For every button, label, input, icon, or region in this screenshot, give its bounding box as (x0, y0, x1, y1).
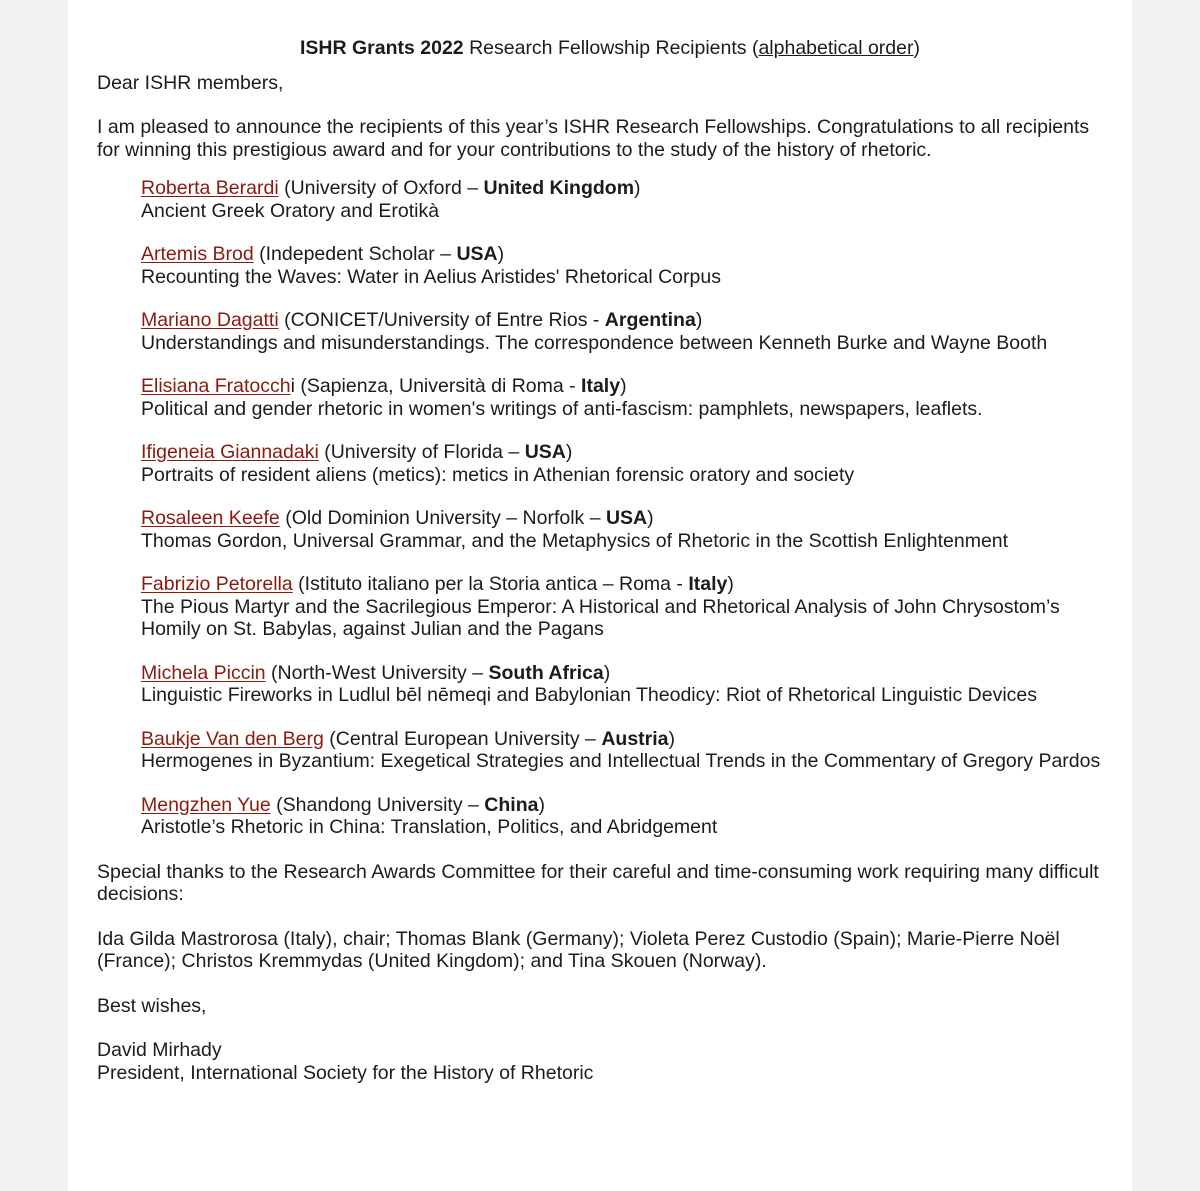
recipient-list (141, 177, 1117, 839)
intro-paragraph: I am pleased to announce the recipients of this year’s ISHR Research Fellowships. Congratulations to all recipients for winning this prestigious award and for your contributions to the study of the history of rhetoric. (97, 116, 1090, 161)
recipient-close-paren: ) (634, 177, 641, 199)
recipient-name-suffix: i (290, 375, 295, 397)
recipient-header (141, 507, 1117, 530)
recipient-country: United Kingdom (483, 177, 635, 199)
thanks-paragraph: Special thanks to the Research Awards Committee for their careful and time-consuming work requiring many difficult decisions: (97, 860, 1099, 905)
recipient-affiliation: (University of Oxford – (278, 177, 484, 199)
recipient-close-paren: ) (603, 661, 611, 684)
recipient-entry (141, 441, 1117, 486)
greeting: Dear ISHR members, (97, 71, 284, 94)
recipient-header (141, 441, 1117, 464)
recipient-name-link[interactable]: Mengzhen Yue (141, 793, 271, 816)
recipient-header (141, 794, 1117, 817)
recipient-header (141, 573, 1117, 596)
recipient-header (141, 375, 1117, 398)
recipient-entry (141, 243, 1117, 288)
recipient-affiliation: (North-West University – (265, 661, 489, 684)
alphabetical-order-link[interactable]: alphabetical order (758, 37, 914, 59)
recipient-country: Austria (601, 727, 669, 750)
recipient-affiliation: (Central European University – (323, 727, 602, 750)
recipient-affiliation: (Indepedent Scholar – (253, 243, 457, 265)
title-bold: ISHR Grants 2022 (300, 37, 464, 59)
recipient-entry (141, 728, 1117, 773)
recipient-project-title: Hermogenes in Byzantium: Exegetical Strategies and Intellectual Trends in the Commentary of Gregory Pardos (141, 750, 1101, 772)
recipient-header (141, 243, 1117, 266)
recipient-affiliation: (CONICET/University of Entre Rios - (278, 309, 605, 331)
recipient-affiliation: (Shandong University – (270, 793, 485, 816)
recipient-project-title: Political and gender rhetoric in women's writings of anti-fascism: pamphlets, newspapers, leaflets. (141, 397, 983, 420)
committee-paragraph: Ida Gilda Mastrorosa (Italy), chair; Thomas Blank (Germany); Violeta Perez Custodio (Spain); Marie-Pierre Noël (France); Christos Kremmydas (United Kingdom); and Tina Skouen (Norway). (97, 927, 1060, 972)
recipient-affiliation: (Sapienza, Università di Roma - (294, 375, 582, 397)
recipient-entry (141, 177, 1117, 222)
recipient-close-paren: ) (668, 727, 676, 750)
recipient-header (141, 728, 1117, 751)
recipient-close-paren: ) (565, 441, 573, 463)
recipient-close-paren: ) (538, 793, 545, 816)
recipient-project-title: Thomas Gordon, Universal Grammar, and the Metaphysics of Rhetoric in the Scottish Enlightenment (141, 529, 1009, 552)
recipient-close-paren: ) (727, 573, 734, 595)
closing: Best wishes, (97, 994, 207, 1017)
recipient-name-link[interactable]: Artemis Brod (141, 243, 254, 265)
recipient-name-link[interactable]: Roberta Berardi (141, 177, 279, 199)
title-middle: Research Fellowship Recipients ( (463, 37, 759, 59)
recipient-entry (141, 309, 1117, 354)
recipient-header (141, 662, 1117, 685)
recipient-header (141, 309, 1117, 332)
letter-title (97, 37, 1117, 60)
recipient-entry (141, 375, 1117, 420)
recipient-project-title: Portraits of resident aliens (metics): metics in Athenian forensic oratory and society (141, 463, 855, 486)
recipient-project-title: Ancient Greek Oratory and Erotikà (141, 199, 440, 222)
recipient-affiliation: (Old Dominion University – Norfolk – (279, 507, 606, 529)
recipient-name-link[interactable]: Baukje Van den Berg (141, 727, 324, 750)
recipient-close-paren: ) (620, 375, 627, 397)
recipient-entry (141, 507, 1117, 552)
recipient-name-link[interactable]: Michela Piccin (141, 661, 266, 684)
recipient-project-title: Understandings and misunderstandings. The correspondence between Kenneth Burke and Wayne Booth (141, 331, 1048, 354)
title-end: ) (913, 37, 920, 59)
recipient-affiliation: (University of Florida – (318, 441, 525, 463)
recipient-country: South Africa (488, 661, 604, 684)
letter-body (97, 37, 1117, 1084)
recipient-close-paren: ) (497, 243, 505, 265)
letter-page (68, 0, 1132, 1191)
recipient-name-link[interactable]: Rosaleen Keefe (141, 507, 280, 529)
recipient-affiliation: (Istituto italiano per la Storia antica – Roma - (292, 573, 689, 595)
recipient-project-title: Linguistic Fireworks in Ludlul bēl nēmeqi and Babylonian Theodicy: Riot of Rhetorical Linguistic Devices (141, 684, 1038, 706)
recipient-name-link[interactable]: Elisiana Fratocch (141, 375, 291, 397)
signature-name: David Mirhady (97, 1039, 222, 1061)
recipient-header (141, 177, 1117, 200)
recipient-close-paren: ) (647, 507, 654, 529)
recipient-project-title: The Pious Martyr and the Sacrilegious Emperor: A Historical and Rhetorical Analysis of John Chrysostom’s Homily on St. Babylas, against Julian and the Pagans (141, 595, 1060, 640)
recipient-country: USA (605, 507, 648, 529)
recipient-project-title: Recounting the Waves: Water in Aelius Aristides' Rhetorical Corpus (141, 265, 721, 288)
recipient-close-paren: ) (695, 309, 703, 331)
recipient-entry (141, 662, 1117, 707)
recipient-project-title: Aristotle’s Rhetoric in China: Translation, Politics, and Abridgement (141, 816, 718, 838)
recipient-country: Argentina (604, 309, 696, 331)
recipient-country: Italy (688, 573, 728, 595)
recipient-country: USA (456, 243, 498, 265)
recipient-name-link[interactable]: Fabrizio Petorella (141, 573, 293, 595)
recipient-name-link[interactable]: Mariano Dagatti (141, 309, 279, 331)
recipient-name-link[interactable]: Ifigeneia Giannadaki (141, 441, 319, 463)
recipient-entry (141, 573, 1117, 641)
recipient-country: China (484, 793, 539, 816)
recipient-country: Italy (581, 375, 621, 397)
recipient-entry (141, 794, 1117, 839)
signature-role: President, International Society for the History of Rhetoric (97, 1061, 594, 1084)
recipient-country: USA (524, 441, 566, 463)
